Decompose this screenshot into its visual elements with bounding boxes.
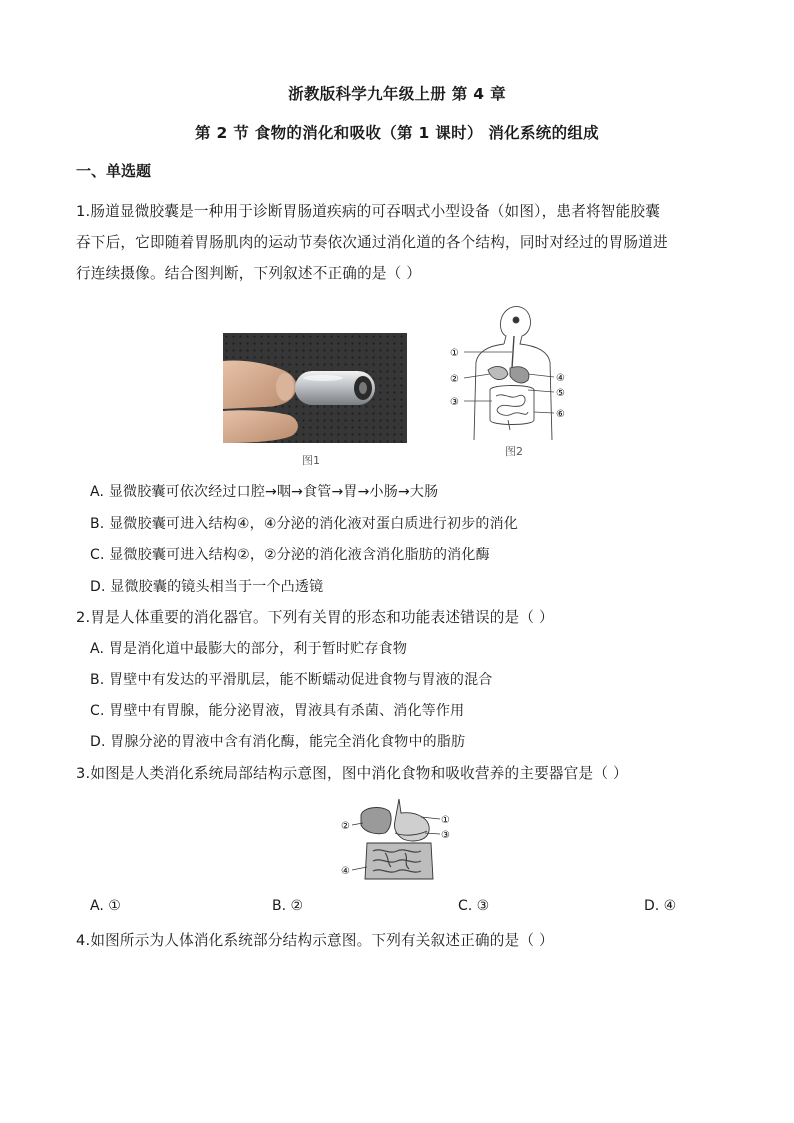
q1-stem-line-1: 1.肠道显微胶囊是一种用于诊断胃肠道疾病的可吞咽式小型设备（如图），患者将智能胶囊	[76, 203, 660, 220]
fig2-label-5: ⑤	[556, 388, 565, 399]
fig2-label-1: ①	[450, 348, 459, 359]
q3-option-c[interactable]: C. ③	[458, 898, 490, 914]
q2-option-c[interactable]: C. 胃壁中有胃腺，能分泌胃液，胃液具有杀菌、消化等作用	[90, 703, 465, 719]
fig2-label-4: ④	[556, 373, 565, 384]
q1-stem-line-3: 行连续摄像。结合图判断，下列叙述不正确的是（ ）	[76, 265, 422, 282]
section-heading: 一、单选题	[76, 162, 152, 180]
q3-fig-label-3: ③	[441, 830, 450, 841]
digestive-system-diagram	[448, 300, 578, 445]
q1-option-d[interactable]: D. 显微胶囊的镜头相当于一个凸透镜	[90, 579, 324, 595]
q2-option-a[interactable]: A. 胃是消化道中最膨大的部分，利于暂时贮存食物	[90, 641, 408, 657]
q3-fig-label-2: ②	[341, 821, 350, 832]
q2-option-b[interactable]: B. 胃壁中有发达的平滑肌层，能不断蠕动促进食物与胃液的混合	[90, 672, 493, 688]
q4-stem: 4.如图所示为人体消化系统部分结构示意图。下列有关叙述正确的是（ ）	[76, 932, 554, 949]
fig2-caption: 图2	[505, 445, 523, 458]
capsule-photo	[223, 333, 407, 443]
q2-stem: 2.胃是人体重要的消化器官。下列有关胃的形态和功能表述错误的是（ ）	[76, 609, 554, 626]
q1-option-b[interactable]: B. 显微胶囊可进入结构④，④分泌的消化液对蛋白质进行初步的消化	[90, 516, 519, 532]
doc-title: 浙教版科学九年级上册 第 4 章	[288, 85, 506, 103]
q3-option-d[interactable]: D. ④	[644, 898, 677, 914]
q3-stem: 3.如图是人类消化系统局部结构示意图，图中消化食物和吸收营养的主要器官是（ ）	[76, 765, 628, 782]
q3-option-b[interactable]: B. ②	[272, 898, 304, 914]
fig2-label-2: ②	[450, 374, 459, 385]
fig1-caption: 图1	[302, 454, 320, 467]
q1-option-a[interactable]: A. 显微胶囊可依次经过口腔→咽→食管→胃→小肠→大肠	[90, 484, 439, 500]
q3-fig-label-4: ④	[341, 866, 350, 877]
q3-fig-label-1: ①	[441, 815, 450, 826]
q2-option-d[interactable]: D. 胃腺分泌的胃液中含有消化酶，能完全消化食物中的脂肪	[90, 734, 466, 750]
stomach-intestine-diagram	[341, 795, 456, 885]
q3-option-a[interactable]: A. ①	[90, 898, 121, 914]
doc-subtitle: 第 2 节 食物的消化和吸收（第 1 课时） 消化系统的组成	[195, 124, 599, 142]
fig2-label-6: ⑥	[556, 409, 565, 420]
fig2-label-3: ③	[450, 397, 459, 408]
q1-option-c[interactable]: C. 显微胶囊可进入结构②，②分泌的消化液含消化脂肪的消化酶	[90, 547, 490, 563]
q1-stem-line-2: 吞下后，它即随着胃肠肌肉的运动节奏依次通过消化道的各个结构，同时对经过的胃肠道进	[76, 234, 668, 251]
